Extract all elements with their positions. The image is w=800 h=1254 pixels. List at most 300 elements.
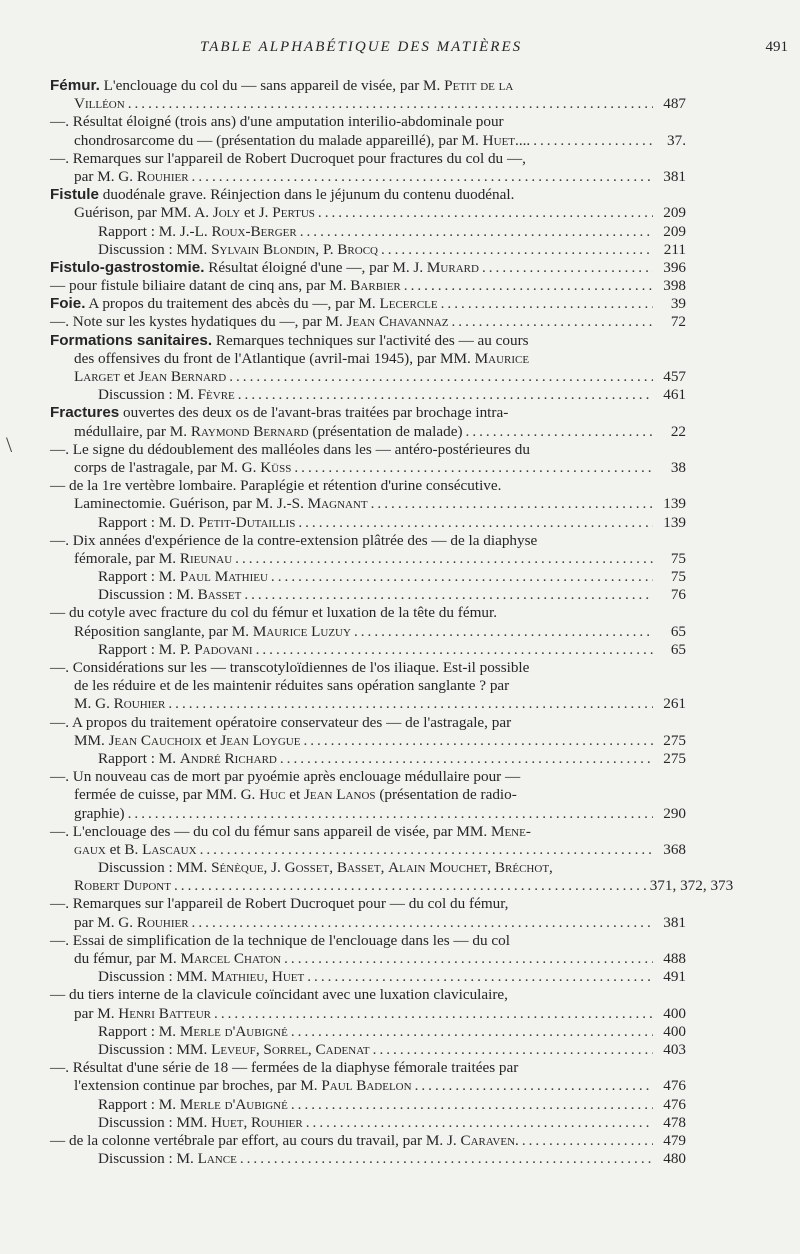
- index-line-text: [50, 277, 401, 295]
- dot-leader: [214, 1005, 653, 1023]
- page-reference: 479: [663, 1131, 686, 1149]
- author-name: Merle d'Aubigné: [179, 1095, 288, 1113]
- entry-text: graphie): [74, 804, 125, 822]
- entry-text: l'extension continue par broches, par M.: [74, 1077, 322, 1095]
- entry-text: MM.: [74, 731, 109, 749]
- author-name: Jean Loygue: [220, 731, 301, 749]
- page-reference: 39: [670, 295, 686, 313]
- author-name: Robert Dupont: [74, 877, 171, 895]
- entry-text: — pour fistule biliaire datant de cinq ans, par M.: [50, 277, 351, 295]
- author-name: Roux-Berger: [211, 222, 297, 240]
- index-line-text: [50, 659, 529, 677]
- dot-leader: [256, 641, 653, 659]
- index-line-text: [50, 604, 497, 622]
- index-line-text: [74, 732, 300, 750]
- entry-text: Discussion : M.: [98, 386, 198, 404]
- entry-text: du fémur, par M.: [74, 950, 181, 967]
- dot-leader: [306, 1114, 653, 1132]
- index-entries: [50, 77, 734, 1168]
- page-reference: 461: [663, 386, 686, 404]
- author-name: Maurice Luzuy: [252, 622, 351, 640]
- entry-text: ....: [515, 131, 531, 149]
- index-line: [50, 368, 686, 386]
- author-name: Rouhier: [113, 695, 166, 713]
- index-line-text: [50, 895, 508, 913]
- index-line-text: [98, 241, 378, 259]
- index-line: [50, 914, 686, 932]
- index-line-text: [98, 1041, 370, 1059]
- index-line-text: [50, 113, 504, 131]
- dot-leader: [294, 459, 653, 477]
- index-line: [50, 241, 686, 259]
- entry-text: —. A propos du traitement opératoire conservateur des — de l'astragale, par: [50, 713, 512, 731]
- index-line: [50, 423, 686, 441]
- dot-leader: [482, 259, 653, 277]
- page-reference: 400: [663, 1004, 686, 1022]
- index-line-text: [74, 1077, 412, 1095]
- entry-text: Rapport : M. J.-L.: [98, 222, 212, 240]
- dot-leader: [373, 1041, 653, 1059]
- entry-text: ,: [380, 859, 389, 877]
- index-line-text: [50, 986, 508, 1004]
- author-name: Mene-: [490, 822, 531, 840]
- index-line: [50, 404, 686, 422]
- entry-text: Rapport : M. D.: [98, 513, 199, 531]
- entry-text: Rapport : M. P.: [98, 640, 195, 658]
- author-name: Jean Bernard: [138, 368, 227, 385]
- author-name: Maurice: [474, 349, 530, 367]
- page-reference: 371, 372, 373: [649, 877, 734, 895]
- page-reference: 457: [663, 368, 686, 385]
- author-name: Huet: [211, 1113, 244, 1131]
- author-name: Petit de la: [444, 77, 514, 94]
- entry-text: par M. G.: [74, 913, 137, 931]
- author-name: Barbier: [350, 277, 401, 295]
- page-reference: 488: [663, 950, 686, 967]
- index-line-text: [74, 623, 351, 641]
- index-line: [50, 604, 686, 622]
- entry-text: Discussion : MM.: [98, 968, 212, 986]
- author-name: Rieunau: [179, 549, 233, 567]
- dot-leader: [354, 623, 653, 641]
- index-line: [50, 677, 686, 695]
- index-line-text: [50, 186, 514, 204]
- entry-text: , J.: [263, 859, 285, 877]
- index-line-text: [74, 914, 189, 932]
- page-reference: 72: [670, 313, 686, 331]
- dot-leader: [235, 550, 653, 568]
- index-line-text: [74, 877, 171, 895]
- index-line-text: [50, 332, 529, 350]
- page-reference: 22: [670, 422, 686, 440]
- author-name: Sénèque: [211, 859, 264, 877]
- author-name: Küss: [260, 458, 292, 476]
- page-reference: 400: [663, 1022, 686, 1040]
- index-line-text: [74, 350, 529, 368]
- index-line: [50, 823, 686, 841]
- author-name: Huet: [482, 131, 516, 149]
- index-line-text: [74, 423, 463, 441]
- index-line-text: [98, 1150, 237, 1168]
- dot-leader: [381, 241, 653, 259]
- page-reference: 381: [663, 913, 686, 931]
- index-line: [50, 968, 686, 986]
- author-name: Leveuf: [211, 1040, 256, 1058]
- index-line-text: [50, 1132, 519, 1150]
- entry-text: — du cotyle avec fracture du col du fémur et luxation de la tête du fémur.: [50, 604, 498, 622]
- index-line-text: [74, 786, 517, 804]
- entry-text: par M. G.: [74, 167, 137, 185]
- index-line: [50, 1096, 686, 1114]
- index-line: [50, 623, 686, 641]
- index-line-text: [98, 386, 235, 404]
- page-reference: 65: [670, 640, 686, 658]
- index-line-text: [50, 823, 531, 841]
- entry-text: Réposition sanglante, par M.: [74, 622, 253, 640]
- index-line-text: [50, 477, 501, 495]
- index-line: [50, 168, 686, 186]
- entry-text: Discussion : M.: [98, 586, 198, 604]
- author-name: Villéon: [74, 95, 125, 113]
- author-name: Merle d'Aubigné: [179, 1022, 288, 1040]
- entry-text: et: [285, 786, 304, 804]
- index-line: [50, 805, 686, 823]
- dot-leader: [229, 368, 653, 386]
- dot-leader: [240, 1150, 653, 1168]
- index-line-text: [50, 77, 513, 95]
- author-name: Gosset: [284, 859, 330, 877]
- index-line: [50, 768, 686, 786]
- dot-leader: [404, 277, 653, 295]
- index-line-text: [50, 295, 438, 313]
- entry-text: ,: [307, 1040, 316, 1058]
- index-line: [50, 223, 686, 241]
- index-line: [50, 1077, 686, 1095]
- page-reference: 480: [663, 1150, 686, 1168]
- index-line: [50, 495, 686, 513]
- author-name: Cadenat: [315, 1040, 370, 1058]
- entry-text: Rapport : M.: [98, 749, 180, 767]
- author-name: gaux: [74, 840, 106, 858]
- entry-text: ,: [255, 1040, 264, 1058]
- entry-text: et J.: [240, 204, 273, 222]
- entry-text: par M.: [74, 1004, 119, 1022]
- dot-leader: [291, 1096, 653, 1114]
- entry-text: —. Note sur les kystes hydatiques du —, par M.: [50, 313, 347, 331]
- author-name: Petit-Dutaillis: [198, 513, 296, 531]
- dot-leader: [307, 968, 653, 986]
- page-reference: 209: [663, 204, 686, 222]
- page-reference: 398: [663, 277, 686, 295]
- page-reference: 75: [670, 568, 686, 586]
- index-line: [50, 1150, 686, 1168]
- entry-text: L'enclouage du col du — sans appareil de visée, par M.: [99, 77, 445, 94]
- entry-text: ouvertes des deux os de l'avant-bras traitées par brochage intra-: [119, 404, 509, 422]
- entry-text: Rapport : M.: [98, 1095, 180, 1113]
- index-line-text: [74, 495, 368, 513]
- index-line: [50, 732, 686, 750]
- dot-leader: [174, 877, 647, 895]
- index-line-text: [74, 805, 125, 823]
- author-name: Pertus: [272, 204, 315, 222]
- index-line-text: [50, 714, 511, 732]
- index-line-text: [50, 313, 448, 331]
- entry-text: Résultat éloigné d'une —, par M. J.: [204, 258, 427, 276]
- entry-text: duodénale grave. Réinjection dans le jéjunum du contenu duodénal.: [98, 186, 515, 204]
- entry-text: — du tiers interne de la clavicule coïncidant avec une luxation claviculaire,: [50, 986, 508, 1004]
- page-reference: 290: [663, 804, 686, 822]
- author-name: Huet: [271, 968, 305, 986]
- author-name: Mathieu: [211, 968, 265, 986]
- author-name: Larget: [74, 368, 120, 385]
- dot-leader: [168, 695, 653, 713]
- index-line-text: [50, 404, 508, 422]
- index-line-text: [74, 841, 197, 859]
- entry-text: Discussion : MM.: [98, 1040, 212, 1058]
- author-name: Basset: [336, 859, 381, 877]
- entry-text: Remarques techniques sur l'activité des — au cours: [212, 331, 529, 349]
- entry-text: —. Dix années d'expérience de la contre-extension plâtrée des — de la diaphyse: [50, 531, 538, 549]
- index-line: [50, 204, 686, 222]
- index-line-text: [98, 1114, 303, 1132]
- entry-text: —. Un nouveau cas de mort par pyoémie après enclouage médullaire pour —: [50, 768, 521, 786]
- entry-text: et: [201, 731, 221, 749]
- index-line: [50, 150, 686, 168]
- index-line-text: [50, 1059, 518, 1077]
- index-line-text: [74, 168, 189, 186]
- author-name: André Richard: [179, 749, 277, 767]
- author-name: Jean Cauchoix: [108, 731, 202, 749]
- index-line-text: [74, 132, 530, 150]
- author-name: Sylvain Blondin: [211, 240, 316, 258]
- index-line-text: [98, 1023, 288, 1041]
- dot-leader: [371, 495, 653, 513]
- index-line: [50, 113, 686, 131]
- entry-text: Rapport : M.: [98, 568, 180, 586]
- index-line: [50, 786, 686, 804]
- entry-text: ,: [487, 859, 495, 877]
- page-reference: 381: [663, 167, 686, 185]
- index-line: [50, 932, 686, 950]
- page-reference: 65: [670, 622, 686, 640]
- entry-text: —. Remarques sur l'appareil de Robert Ducroquet pour — du col du fémur,: [50, 895, 509, 913]
- entry-heading: Fistulo-gastrostomie.: [50, 258, 205, 276]
- index-line: [50, 1041, 686, 1059]
- entry-text: (présentation de malade): [308, 422, 463, 440]
- entry-text: Rapport : M.: [98, 1022, 180, 1040]
- entry-text: .: [515, 1131, 519, 1149]
- index-line: [50, 1132, 686, 1150]
- margin-mark: \: [6, 432, 13, 457]
- index-line: [50, 586, 686, 604]
- entry-text: Guérison, par MM. A.: [74, 204, 213, 222]
- index-line-text: [50, 932, 510, 950]
- entry-text: —. Résultat éloigné (trois ans) d'une amputation interilio-abdominale pour: [50, 113, 504, 131]
- author-name: Paul Badelon: [321, 1077, 412, 1095]
- entry-text: —. Le signe du dédoublement des malléoles dans les — antéro-postérieures du: [50, 440, 530, 458]
- index-line: [50, 132, 686, 150]
- dot-leader: [318, 204, 653, 222]
- index-line-text: [98, 641, 253, 659]
- entry-text: et B.: [105, 840, 143, 858]
- author-name: Fèvre: [197, 386, 235, 404]
- page-reference: 275: [663, 731, 686, 749]
- author-name: Lecercle: [379, 295, 438, 313]
- index-line: [50, 386, 686, 404]
- index-line: [50, 695, 686, 713]
- author-name: Padovani: [194, 640, 253, 658]
- entry-text: Discussion : M.: [98, 1150, 198, 1168]
- author-name: Jean Chavannaz: [346, 313, 449, 331]
- index-line: [50, 532, 686, 550]
- index-line-text: [74, 950, 281, 968]
- index-line-text: [74, 459, 291, 477]
- dot-leader: [238, 386, 653, 404]
- index-line: [50, 1114, 686, 1132]
- index-line: [50, 313, 686, 331]
- entry-text: médullaire, par M.: [74, 422, 191, 440]
- page-reference: 76: [670, 586, 686, 604]
- entry-text: — de la 1re vertèbre lombaire. Paraplégie et rétention d'urine consécutive.: [50, 477, 502, 495]
- page-reference: 261: [663, 695, 686, 713]
- dot-leader: [192, 914, 653, 932]
- author-name: Marcel Chaton: [180, 950, 282, 967]
- entry-heading: Fistule: [50, 186, 99, 204]
- page-reference: 209: [663, 222, 686, 240]
- dot-leader: [303, 732, 653, 750]
- entry-text: fémorale, par M.: [74, 549, 180, 567]
- index-line: [50, 295, 686, 313]
- dot-leader: [533, 132, 653, 150]
- index-line-text: [98, 223, 297, 241]
- entry-text: de les réduire et de les maintenir réduites sans opération sanglante ? par: [74, 677, 510, 695]
- index-line: [50, 186, 686, 204]
- dot-leader: [415, 1077, 653, 1095]
- entry-text: fermée de cuisse, par MM. G.: [74, 786, 260, 804]
- index-line-text: [74, 550, 232, 568]
- index-line-text: [98, 1096, 288, 1114]
- index-line: [50, 550, 686, 568]
- index-line: [50, 750, 686, 768]
- page-reference: 368: [663, 840, 686, 858]
- author-name: Murard: [426, 258, 479, 276]
- index-line-text: [98, 750, 277, 768]
- author-name: Sorrel: [263, 1040, 308, 1058]
- entry-text: A propos du traitement des abcès du —, par M.: [85, 295, 380, 313]
- index-line-text: [74, 204, 315, 222]
- author-name: Paul Mathieu: [179, 568, 268, 586]
- index-line: [50, 859, 686, 877]
- entry-heading: Formations sanitaires.: [50, 331, 213, 349]
- index-line-text: [74, 95, 125, 113]
- author-name: Jean Lanos: [303, 786, 376, 804]
- author-name: Bréchot: [494, 859, 550, 877]
- entry-text: (présentation de radio-: [375, 786, 517, 804]
- author-name: Raymond Bernard: [190, 422, 309, 440]
- entry-text: M. G.: [74, 695, 114, 713]
- index-line-text: [50, 441, 530, 459]
- index-line: [50, 895, 686, 913]
- entry-text: , P.: [315, 240, 338, 258]
- page-reference: 476: [663, 1095, 686, 1113]
- header-page-number: 491: [765, 39, 788, 55]
- author-name: Caraven: [460, 1131, 516, 1149]
- author-name: Alain Mouchet: [388, 859, 488, 877]
- index-line-text: [98, 968, 304, 986]
- author-name: Lascaux: [142, 840, 197, 858]
- dot-leader: [244, 586, 653, 604]
- index-line: [50, 841, 686, 859]
- page-reference: 491: [663, 968, 686, 986]
- page-reference: 211: [663, 240, 686, 258]
- dot-leader: [451, 313, 653, 331]
- author-name: Magnant: [307, 495, 368, 513]
- page-reference: 139: [663, 513, 686, 531]
- running-header: [0, 38, 800, 58]
- entry-text: —. Considérations sur les — transcotyloïdiennes de l'os iliaque. Est-il possible: [50, 659, 530, 676]
- dot-leader: [291, 1023, 653, 1041]
- header-title: TABLE ALPHABÉTIQUE DES MATIÈRES: [200, 39, 523, 55]
- entry-text: Discussion : MM.: [98, 859, 212, 877]
- author-name: Rouhier: [251, 1113, 303, 1131]
- entry-text: —. L'enclouage des — du col du fémur sans appareil de visée, par MM.: [50, 822, 491, 840]
- index-line-text: [50, 150, 526, 168]
- index-line-text: [74, 368, 226, 386]
- entry-text: des offensives du front de l'Atlantique (avril-mai 1945), par MM.: [74, 349, 475, 367]
- entry-text: — de la colonne vertébrale par effort, au cours du travail, par M. J.: [50, 1131, 461, 1149]
- index-line: [50, 477, 686, 495]
- entry-text: —. Essai de simplification de la technique de l'enclouage dans les — du col: [50, 931, 510, 949]
- index-line: [50, 986, 686, 1004]
- index-line-text: [98, 514, 295, 532]
- index-line-text: [98, 859, 553, 877]
- dot-leader: [280, 750, 653, 768]
- dot-leader: [298, 514, 653, 532]
- entry-text: ,: [243, 1113, 252, 1131]
- author-name: Brocq: [337, 240, 378, 258]
- page-reference: 403: [663, 1040, 686, 1058]
- index-line-text: [50, 532, 537, 550]
- index-line-text: [98, 586, 241, 604]
- index-line: [50, 259, 686, 277]
- dot-leader: [441, 295, 653, 313]
- entry-heading: Fractures: [50, 404, 120, 422]
- index-line: [50, 950, 686, 968]
- page-reference: 139: [663, 495, 686, 513]
- entry-text: et: [119, 368, 139, 385]
- page-reference: 476: [663, 1077, 686, 1095]
- entry-text: Laminectomie. Guérison, par M. J.-S.: [74, 495, 308, 513]
- entry-text: —. Remarques sur l'appareil de Robert Ducroquet pour fractures du col du —,: [50, 149, 526, 167]
- index-line: [50, 332, 686, 350]
- index-line: [50, 877, 734, 895]
- entry-text: ,: [549, 859, 553, 877]
- index-line: [50, 459, 686, 477]
- author-name: Basset: [197, 586, 242, 604]
- dot-leader: [284, 950, 653, 968]
- index-line: [50, 350, 686, 368]
- entry-text: —. Résultat d'une série de 18 — fermées de la diaphyse fémorale traitées par: [50, 1059, 519, 1077]
- entry-text: chondrosarcome du — (présentation du malade appareillé), par M.: [74, 131, 483, 149]
- index-line-text: [74, 1005, 211, 1023]
- index-line: [50, 568, 686, 586]
- index-line-text: [74, 695, 165, 713]
- index-line: [50, 277, 686, 295]
- dot-leader: [300, 223, 653, 241]
- index-line: [50, 641, 686, 659]
- dot-leader: [200, 841, 653, 859]
- author-name: Joly: [212, 204, 241, 222]
